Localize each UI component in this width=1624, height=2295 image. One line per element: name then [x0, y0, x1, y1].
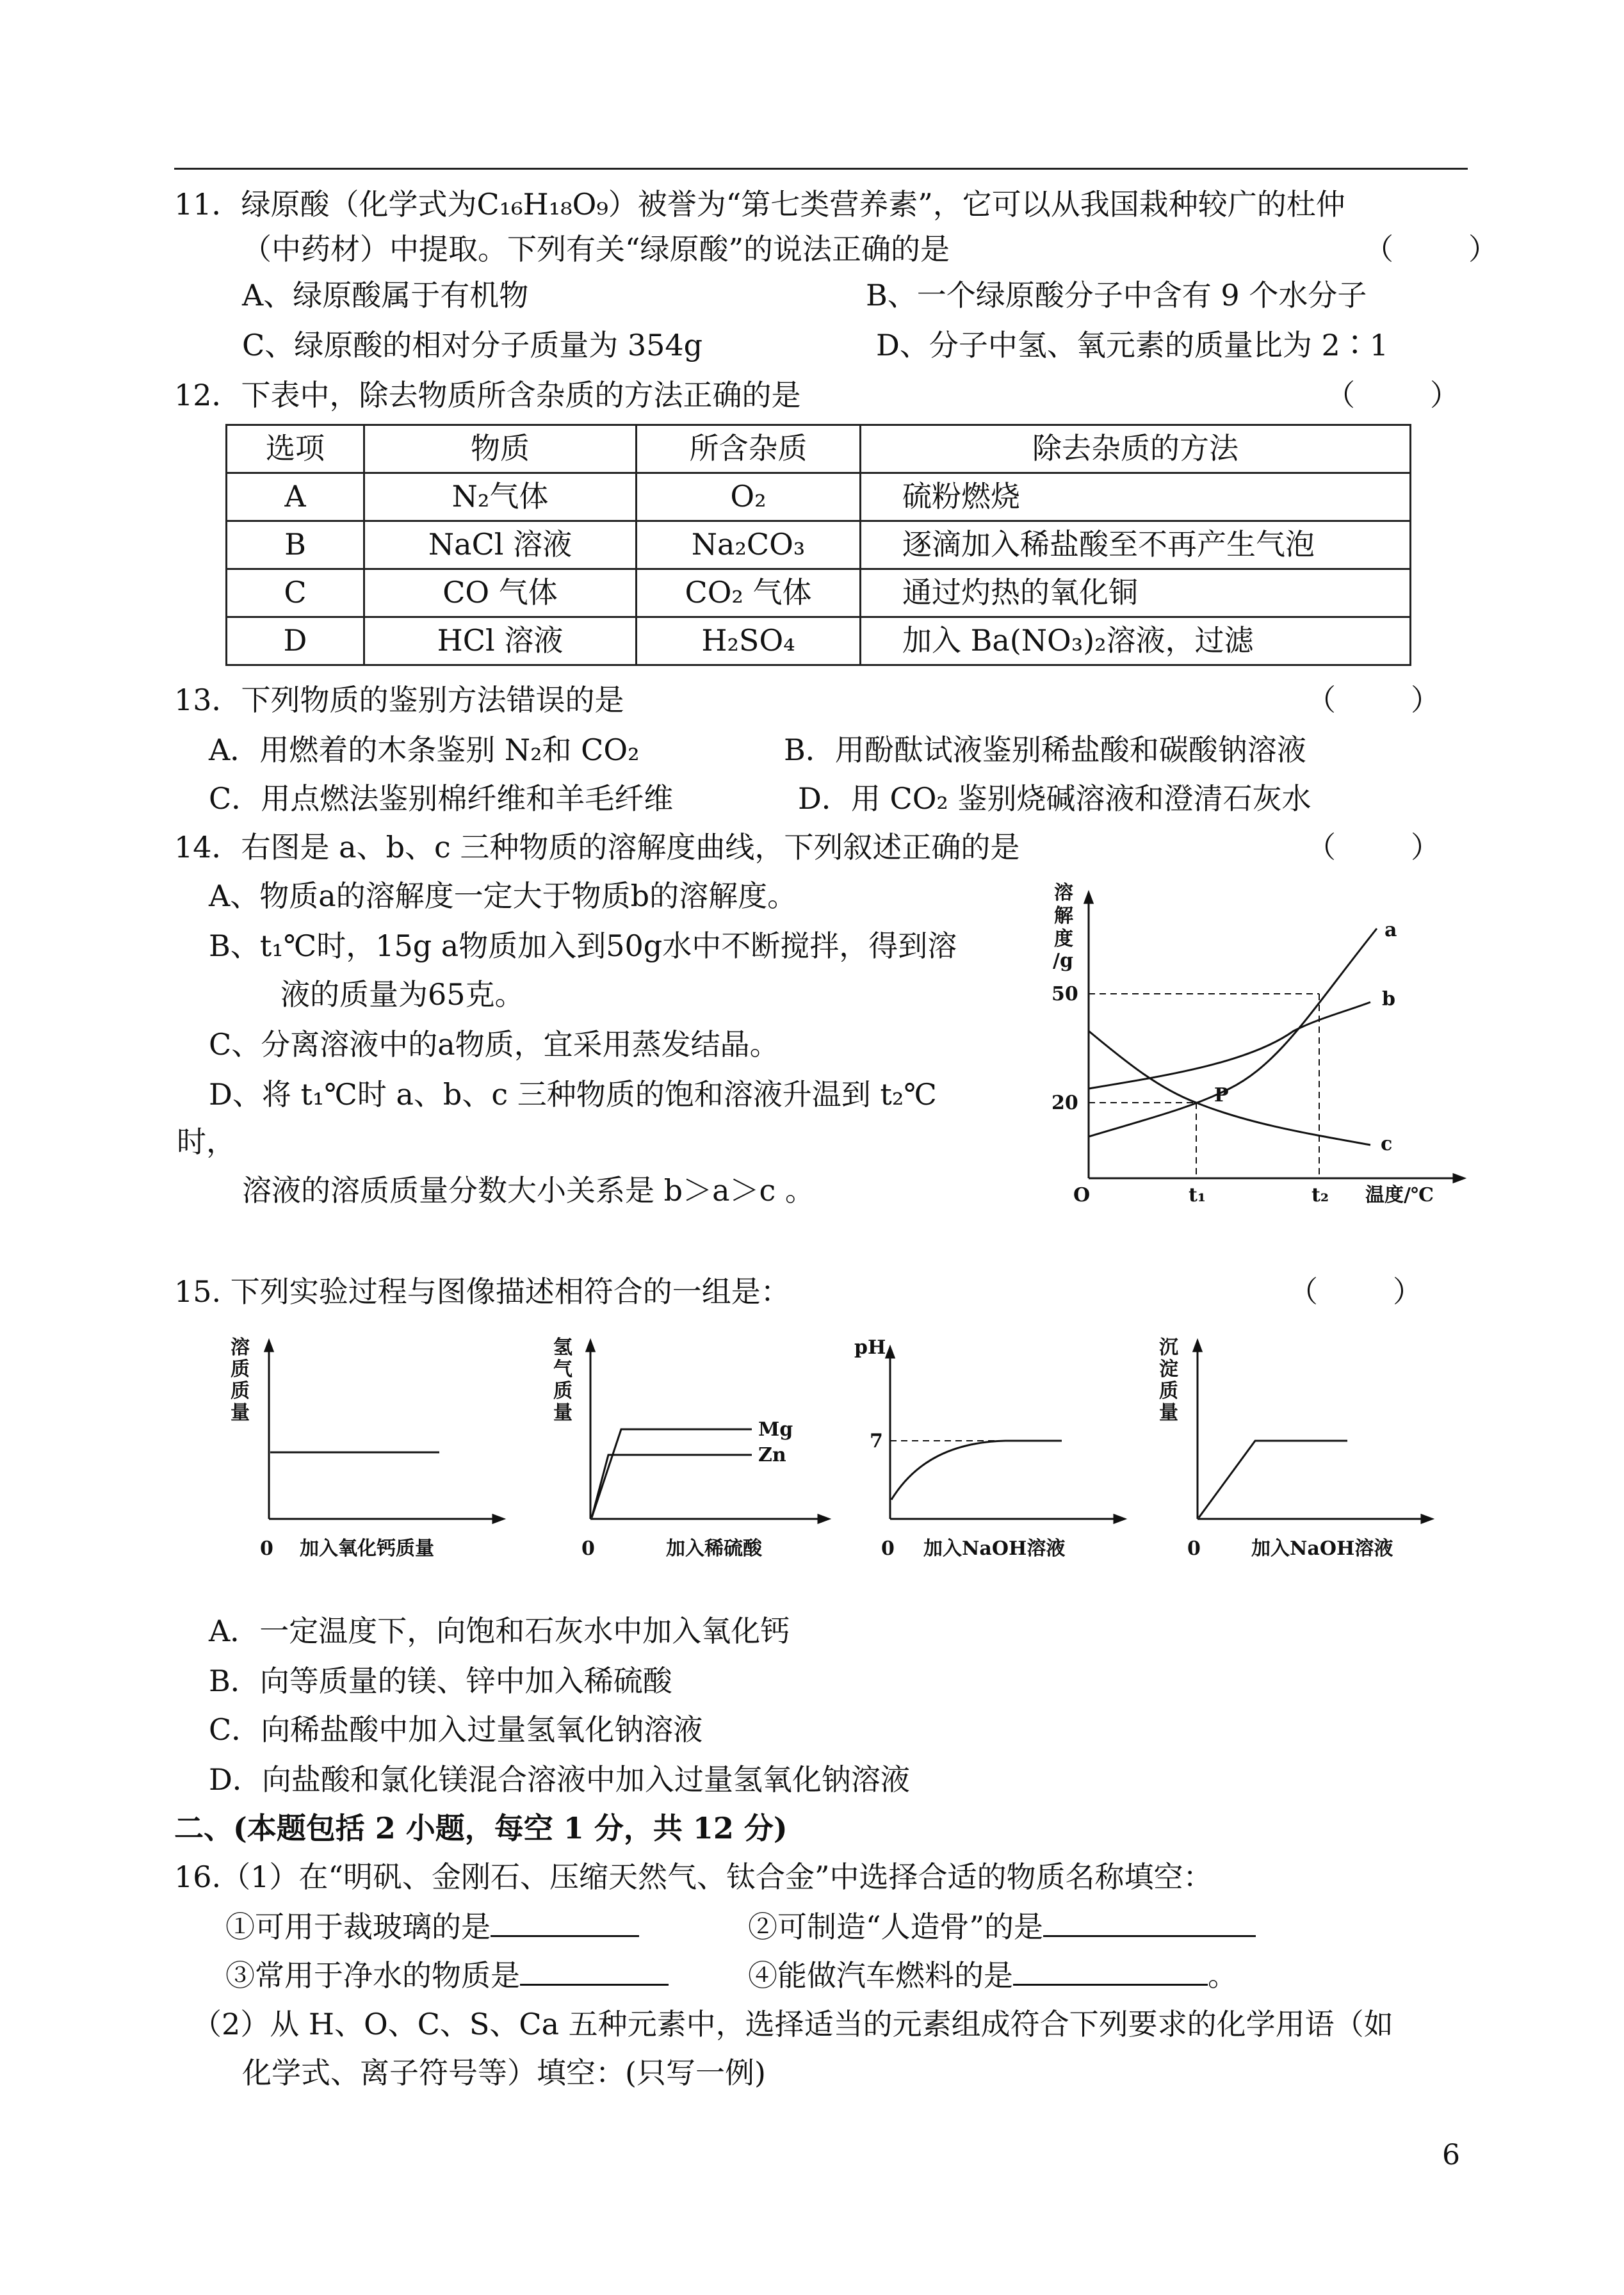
q16-item-3-text: ③常用于净水的物质是	[225, 1958, 520, 1993]
header-substance: 物质	[364, 425, 637, 473]
cell-option: C	[227, 569, 364, 617]
curve-c-label: c	[1381, 1133, 1393, 1155]
q11-option-a: A、绿原酸属于有机物	[242, 278, 529, 312]
g4-ylabel-3: 质	[1159, 1380, 1178, 1402]
x-axis-arrow	[818, 1515, 829, 1523]
g4-xlabel: 加入NaOH溶液	[1251, 1537, 1393, 1560]
q16-blank-2[interactable]	[1043, 1910, 1256, 1937]
q15-graph-4	[1153, 1332, 1447, 1562]
q11-option-b: B、一个绿原酸分子中含有 9 个水分子	[866, 278, 1367, 312]
q13-option-a: A．用燃着的木条鉴别 N₂和 CO₂	[209, 733, 640, 767]
q16-item-4-end: 。	[1208, 1958, 1237, 1993]
cell-option: D	[227, 617, 364, 665]
cell-method: 硫粉燃烧	[861, 473, 1411, 521]
q11-option-c: C、绿原酸的相对分子质量为 354g	[242, 328, 703, 362]
x-axis-arrow	[1114, 1515, 1125, 1523]
g1-ylabel-4: 量	[231, 1402, 250, 1424]
g4-ylabel-1: 沉	[1159, 1336, 1178, 1359]
q15-graph-3	[845, 1332, 1140, 1562]
x-axis-arrow	[493, 1515, 503, 1523]
graph-ylabel-3: 度	[1054, 928, 1073, 950]
cell-substance: HCl 溶液	[364, 617, 637, 665]
q16-blank-4[interactable]	[1013, 1958, 1208, 1986]
cell-option: B	[227, 521, 364, 569]
g2-mg-label: Mg	[758, 1418, 793, 1441]
g3-xlabel: 加入NaOH溶液	[923, 1537, 1066, 1560]
curve-a-label: a	[1384, 919, 1397, 941]
y-axis-arrow	[265, 1341, 273, 1351]
cell-substance: NaCl 溶液	[364, 521, 637, 569]
graph-t2-label: t₂	[1311, 1184, 1329, 1206]
g4-ylabel-2: 淀	[1159, 1358, 1178, 1381]
q16-blank-1[interactable]	[491, 1910, 639, 1937]
g2-zn-label: Zn	[758, 1444, 786, 1466]
g1-origin: 0	[260, 1537, 273, 1560]
q11-answer-paren: （ ）	[1364, 232, 1498, 266]
g3-origin: 0	[881, 1537, 895, 1560]
cell-method: 逐滴加入稀盐酸至不再产生气泡	[861, 521, 1411, 569]
g2-origin: 0	[581, 1537, 595, 1560]
header-option: 选项	[227, 425, 364, 473]
q16-item-1-text: ①可用于裁玻璃的是	[225, 1910, 491, 1944]
top-rule	[174, 168, 1468, 170]
q14-option-b-line1: B、t₁℃时，15g a物质加入到50g水中不断搅拌，得到溶	[209, 929, 957, 963]
q15-graph-1	[224, 1332, 519, 1562]
header-impurity: 所含杂质	[637, 425, 861, 473]
q14-option-b-line2: 液的质量为65克。	[280, 977, 524, 1012]
curve-b	[1089, 1002, 1370, 1089]
q16-part2-line1: （2）从 H、O、C、S、Ca 五种元素中，选择适当的元素组成符合下列要求的化学用语（如	[192, 2007, 1393, 2041]
g1-ylabel-3: 质	[231, 1380, 250, 1402]
header-method: 除去杂质的方法	[861, 425, 1411, 473]
q13-stem: 13．下列物质的鉴别方法错误的是	[174, 683, 624, 717]
precipitate-line	[1199, 1441, 1347, 1518]
cell-substance: N₂气体	[364, 473, 637, 521]
q15-graph-2	[549, 1332, 844, 1562]
q15-option-d: D．向盐酸和氯化镁混合溶液中加入过量氢氧化钠溶液	[209, 1762, 910, 1797]
ph-curve	[891, 1441, 1062, 1500]
q16-item-2-text: ②可制造“人造骨”的是	[748, 1910, 1044, 1944]
q11-line1: 11．绿原酸（化学式为C₁₆H₁₈O₉）被誉为“第七类营养素”，它可以从我国栽种较广的杜仲	[174, 187, 1345, 222]
q14-option-d-line2: 时，	[177, 1124, 236, 1159]
g2-xlabel: 加入稀硫酸	[666, 1537, 762, 1560]
q16-item-2	[748, 1910, 1256, 1945]
q13-option-d: D．用 CO₂ 鉴别烧碱溶液和澄清石灰水	[798, 781, 1311, 816]
zn-line	[592, 1455, 752, 1518]
g4-ylabel-4: 量	[1159, 1402, 1178, 1424]
q12-answer-paren: （ ）	[1326, 378, 1459, 412]
q15-option-c: C．向稀盐酸中加入过量氢氧化钠溶液	[209, 1712, 703, 1747]
g3-ylabel: pH	[854, 1336, 886, 1359]
x-axis-arrow	[1454, 1174, 1464, 1182]
q15-answer-paren: （ ）	[1288, 1274, 1422, 1309]
q14-option-c: C、分离溶液中的a物质，宜采用蒸发结晶。	[209, 1027, 779, 1062]
cell-substance: CO 气体	[364, 569, 637, 617]
q13-answer-paren: （ ）	[1306, 683, 1440, 717]
g2-ylabel-2: 气	[553, 1358, 572, 1381]
q14-answer-paren: （ ）	[1306, 830, 1440, 864]
page-number: 6	[1442, 2139, 1460, 2171]
mg-line	[592, 1429, 752, 1518]
g2-ylabel-4: 量	[553, 1402, 572, 1424]
q11-line2: （中药材）中提取。下列有关“绿原酸”的说法正确的是	[242, 232, 950, 266]
q16-line1: 16.（1）在“明矾、金刚石、压缩天然气、钛合金”中选择合适的物质名称填空：	[174, 1860, 1213, 1894]
q15-option-b: B．向等质量的镁、锌中加入稀硫酸	[209, 1664, 672, 1698]
y-axis-arrow	[886, 1347, 894, 1358]
g1-xlabel: 加入氧化钙质量	[300, 1537, 434, 1560]
q13-option-c: C．用点燃法鉴别棉纤维和羊毛纤维	[209, 781, 674, 816]
q15-option-a: A．一定温度下，向饱和石灰水中加入氧化钙	[209, 1614, 790, 1648]
q14-option-d-line1: D、将 t₁℃时 a、b、c 三种物质的饱和溶液升温到 t₂℃	[209, 1077, 937, 1112]
q16-part2-line2: 化学式、离子符号等）填空：(只写一例)	[242, 2056, 766, 2090]
graph-xlabel: 温度/℃	[1365, 1184, 1434, 1206]
graph-origin-label: O	[1073, 1184, 1091, 1206]
curve-a	[1089, 929, 1377, 1137]
g2-ylabel-1: 氢	[553, 1336, 572, 1359]
q13-option-b: B．用酚酞试液鉴别稀盐酸和碳酸钠溶液	[784, 733, 1306, 767]
graph-y50-label: 50	[1052, 983, 1078, 1005]
cell-method: 通过灼热的氧化铜	[861, 569, 1411, 617]
graph-ylabel-2: 解	[1054, 905, 1073, 927]
graph-ylabel-4: /g	[1053, 950, 1073, 972]
q12-stem: 12．下表中，除去物质所含杂质的方法正确的是	[174, 378, 801, 412]
section-2-heading: 二、(本题包括 2 小题，每空 1 分，共 12 分)	[174, 1811, 788, 1845]
y-axis-arrow	[587, 1341, 594, 1351]
x-axis-arrow	[1422, 1515, 1432, 1523]
graph-t1-label: t₁	[1189, 1184, 1206, 1206]
q12-options-table	[225, 424, 1411, 666]
g3-seven-label: 7	[870, 1430, 883, 1452]
curve-b-label: b	[1382, 988, 1395, 1010]
q16-blank-3[interactable]	[520, 1958, 669, 1986]
graph-ylabel-1: 溶	[1054, 882, 1073, 904]
q16-item-1	[225, 1910, 639, 1945]
cell-option: A	[227, 473, 364, 521]
table-header-row	[227, 425, 1411, 473]
q14-option-a: A、物质a的溶解度一定大于物质b的溶解度。	[209, 879, 797, 913]
q16-item-4-text: ④能做汽车燃料的是	[748, 1958, 1013, 1993]
cell-impurity: CO₂ 气体	[637, 569, 861, 617]
solubility-curve-graph	[1037, 877, 1479, 1217]
q14-option-d-line3: 溶液的溶质质量分数大小关系是 b＞a＞c 。	[242, 1173, 815, 1208]
cell-impurity: Na₂CO₃	[637, 521, 861, 569]
table-row	[227, 473, 1411, 521]
g1-ylabel-2: 质	[231, 1358, 250, 1381]
graph-y20-label: 20	[1052, 1092, 1078, 1114]
table-row	[227, 617, 1411, 665]
point-p-label: P	[1214, 1084, 1229, 1107]
q11-option-d: D、分子中氢、氧元素的质量比为 2∶1	[876, 328, 1389, 362]
q15-stem: 15. 下列实验过程与图像描述相符合的一组是：	[174, 1274, 790, 1309]
cell-method: 加入 Ba(NO₃)₂溶液，过滤	[861, 617, 1411, 665]
q16-item-4	[748, 1958, 1237, 1993]
q16-item-3	[225, 1958, 669, 1993]
g2-ylabel-3: 质	[553, 1380, 572, 1402]
y-axis-arrow	[1194, 1341, 1201, 1351]
cell-impurity: O₂	[637, 473, 861, 521]
table-row	[227, 569, 1411, 617]
q14-stem: 14．右图是 a、b、c 三种物质的溶解度曲线，下列叙述正确的是	[174, 830, 1020, 864]
g4-origin: 0	[1187, 1537, 1201, 1560]
g1-ylabel-1: 溶	[231, 1336, 250, 1359]
y-axis-arrow	[1085, 893, 1092, 903]
cell-impurity: H₂SO₄	[637, 617, 861, 665]
table-row	[227, 521, 1411, 569]
